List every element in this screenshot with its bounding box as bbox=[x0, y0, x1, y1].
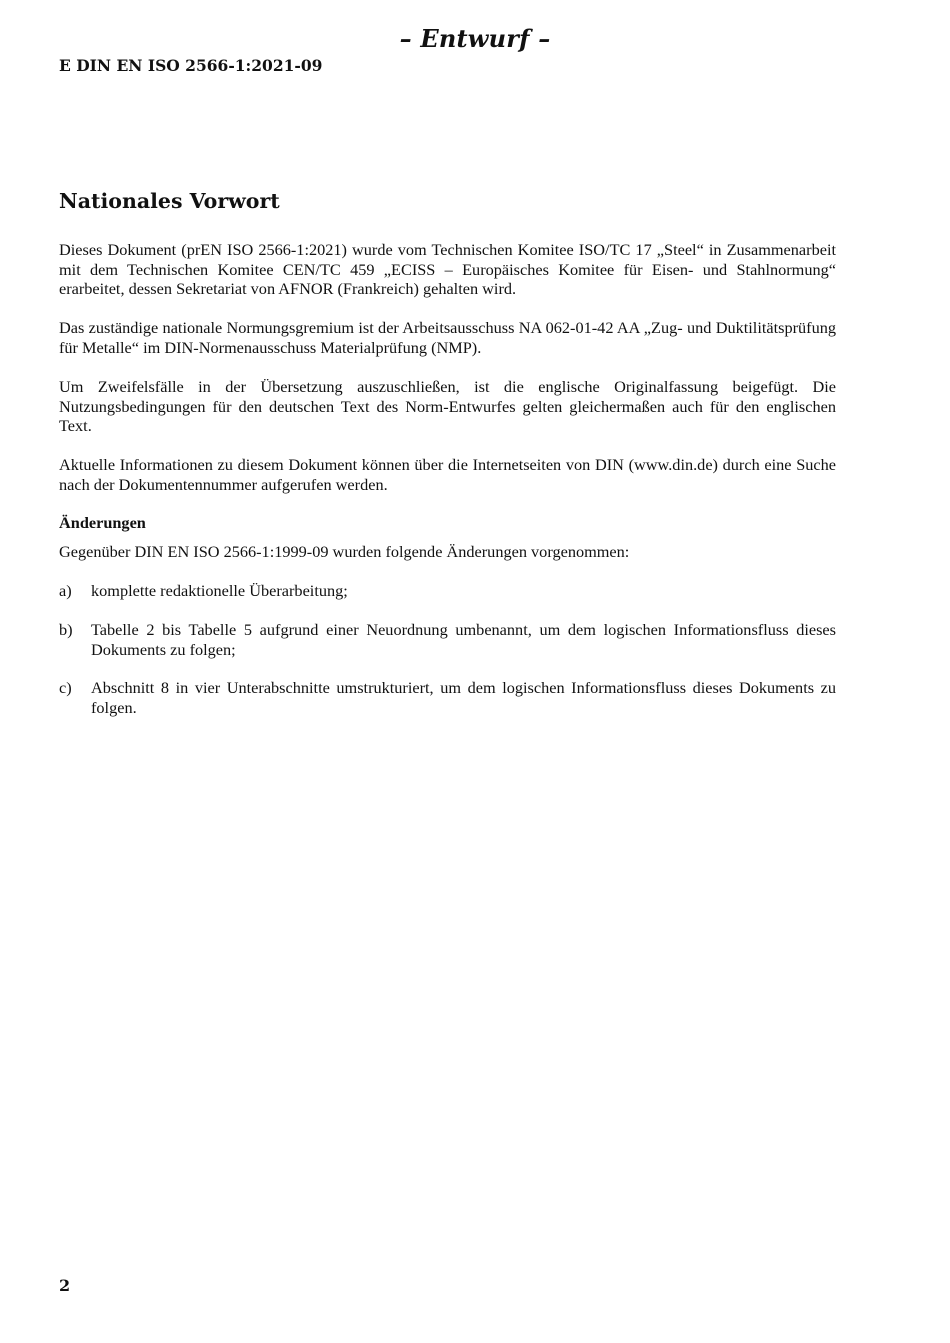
list-item-text: komplette redaktionelle Überarbeitung; bbox=[91, 581, 348, 600]
document-identifier: E DIN EN ISO 2566-1:2021-09 bbox=[59, 56, 323, 75]
paragraph-committee: Dieses Dokument (prEN ISO 2566-1:2021) wurde vom Technischen Komitee ISO/TC 17 „Steel“ in Zusammenarbeit mit dem Technischen Komitee CEN/TC 459 „ECISS – Europäisches Komitee für Eisen- und Stahlnormung“ erarbeitet, dessen Sekretariat von AFNOR (Frankreich) gehalten wird. bbox=[59, 240, 836, 299]
section-heading: Nationales Vorwort bbox=[59, 189, 280, 213]
list-marker: c) bbox=[59, 678, 72, 697]
page-number: 2 bbox=[59, 1276, 71, 1295]
draft-watermark-title: – Entwurf – bbox=[399, 24, 551, 53]
list-marker: b) bbox=[59, 620, 73, 639]
list-item bbox=[59, 620, 836, 659]
list-item-text: Abschnitt 8 in vier Unterabschnitte umstrukturiert, um dem logischen Informationsfluss dieses Dokuments zu folgen. bbox=[91, 678, 836, 717]
list-item-text: Tabelle 2 bis Tabelle 5 aufgrund einer Neuordnung umbenannt, um dem logischen Informationsfluss dieses Dokuments zu folgen; bbox=[91, 620, 836, 659]
list-item bbox=[59, 581, 836, 601]
list-marker: a) bbox=[59, 581, 72, 600]
paragraph-information: Aktuelle Informationen zu diesem Dokument können über die Internetseiten von DIN (www.din.de) durch eine Suche nach der Dokumentennummer aufgerufen werden. bbox=[59, 455, 836, 494]
changes-heading: Änderungen bbox=[59, 513, 146, 532]
paragraph-translation: Um Zweifelsfälle in der Übersetzung auszuschließen, ist die englische Originalfassung beigefügt. Die Nutzungsbedingungen für den deutschen Text des Norm-Entwurfes gelten gleichermaßen auch für den englischen Text. bbox=[59, 377, 836, 436]
changes-intro: Gegenüber DIN EN ISO 2566-1:1999-09 wurden folgende Änderungen vorgenommen: bbox=[59, 542, 630, 561]
list-item bbox=[59, 678, 836, 717]
paragraph-national-body: Das zuständige nationale Normungsgremium ist der Arbeitsausschuss NA 062-01-42 AA „Zug- und Duktilitätsprüfung für Metalle“ im DIN-Normenausschuss Materialprüfung (NMP). bbox=[59, 318, 836, 357]
